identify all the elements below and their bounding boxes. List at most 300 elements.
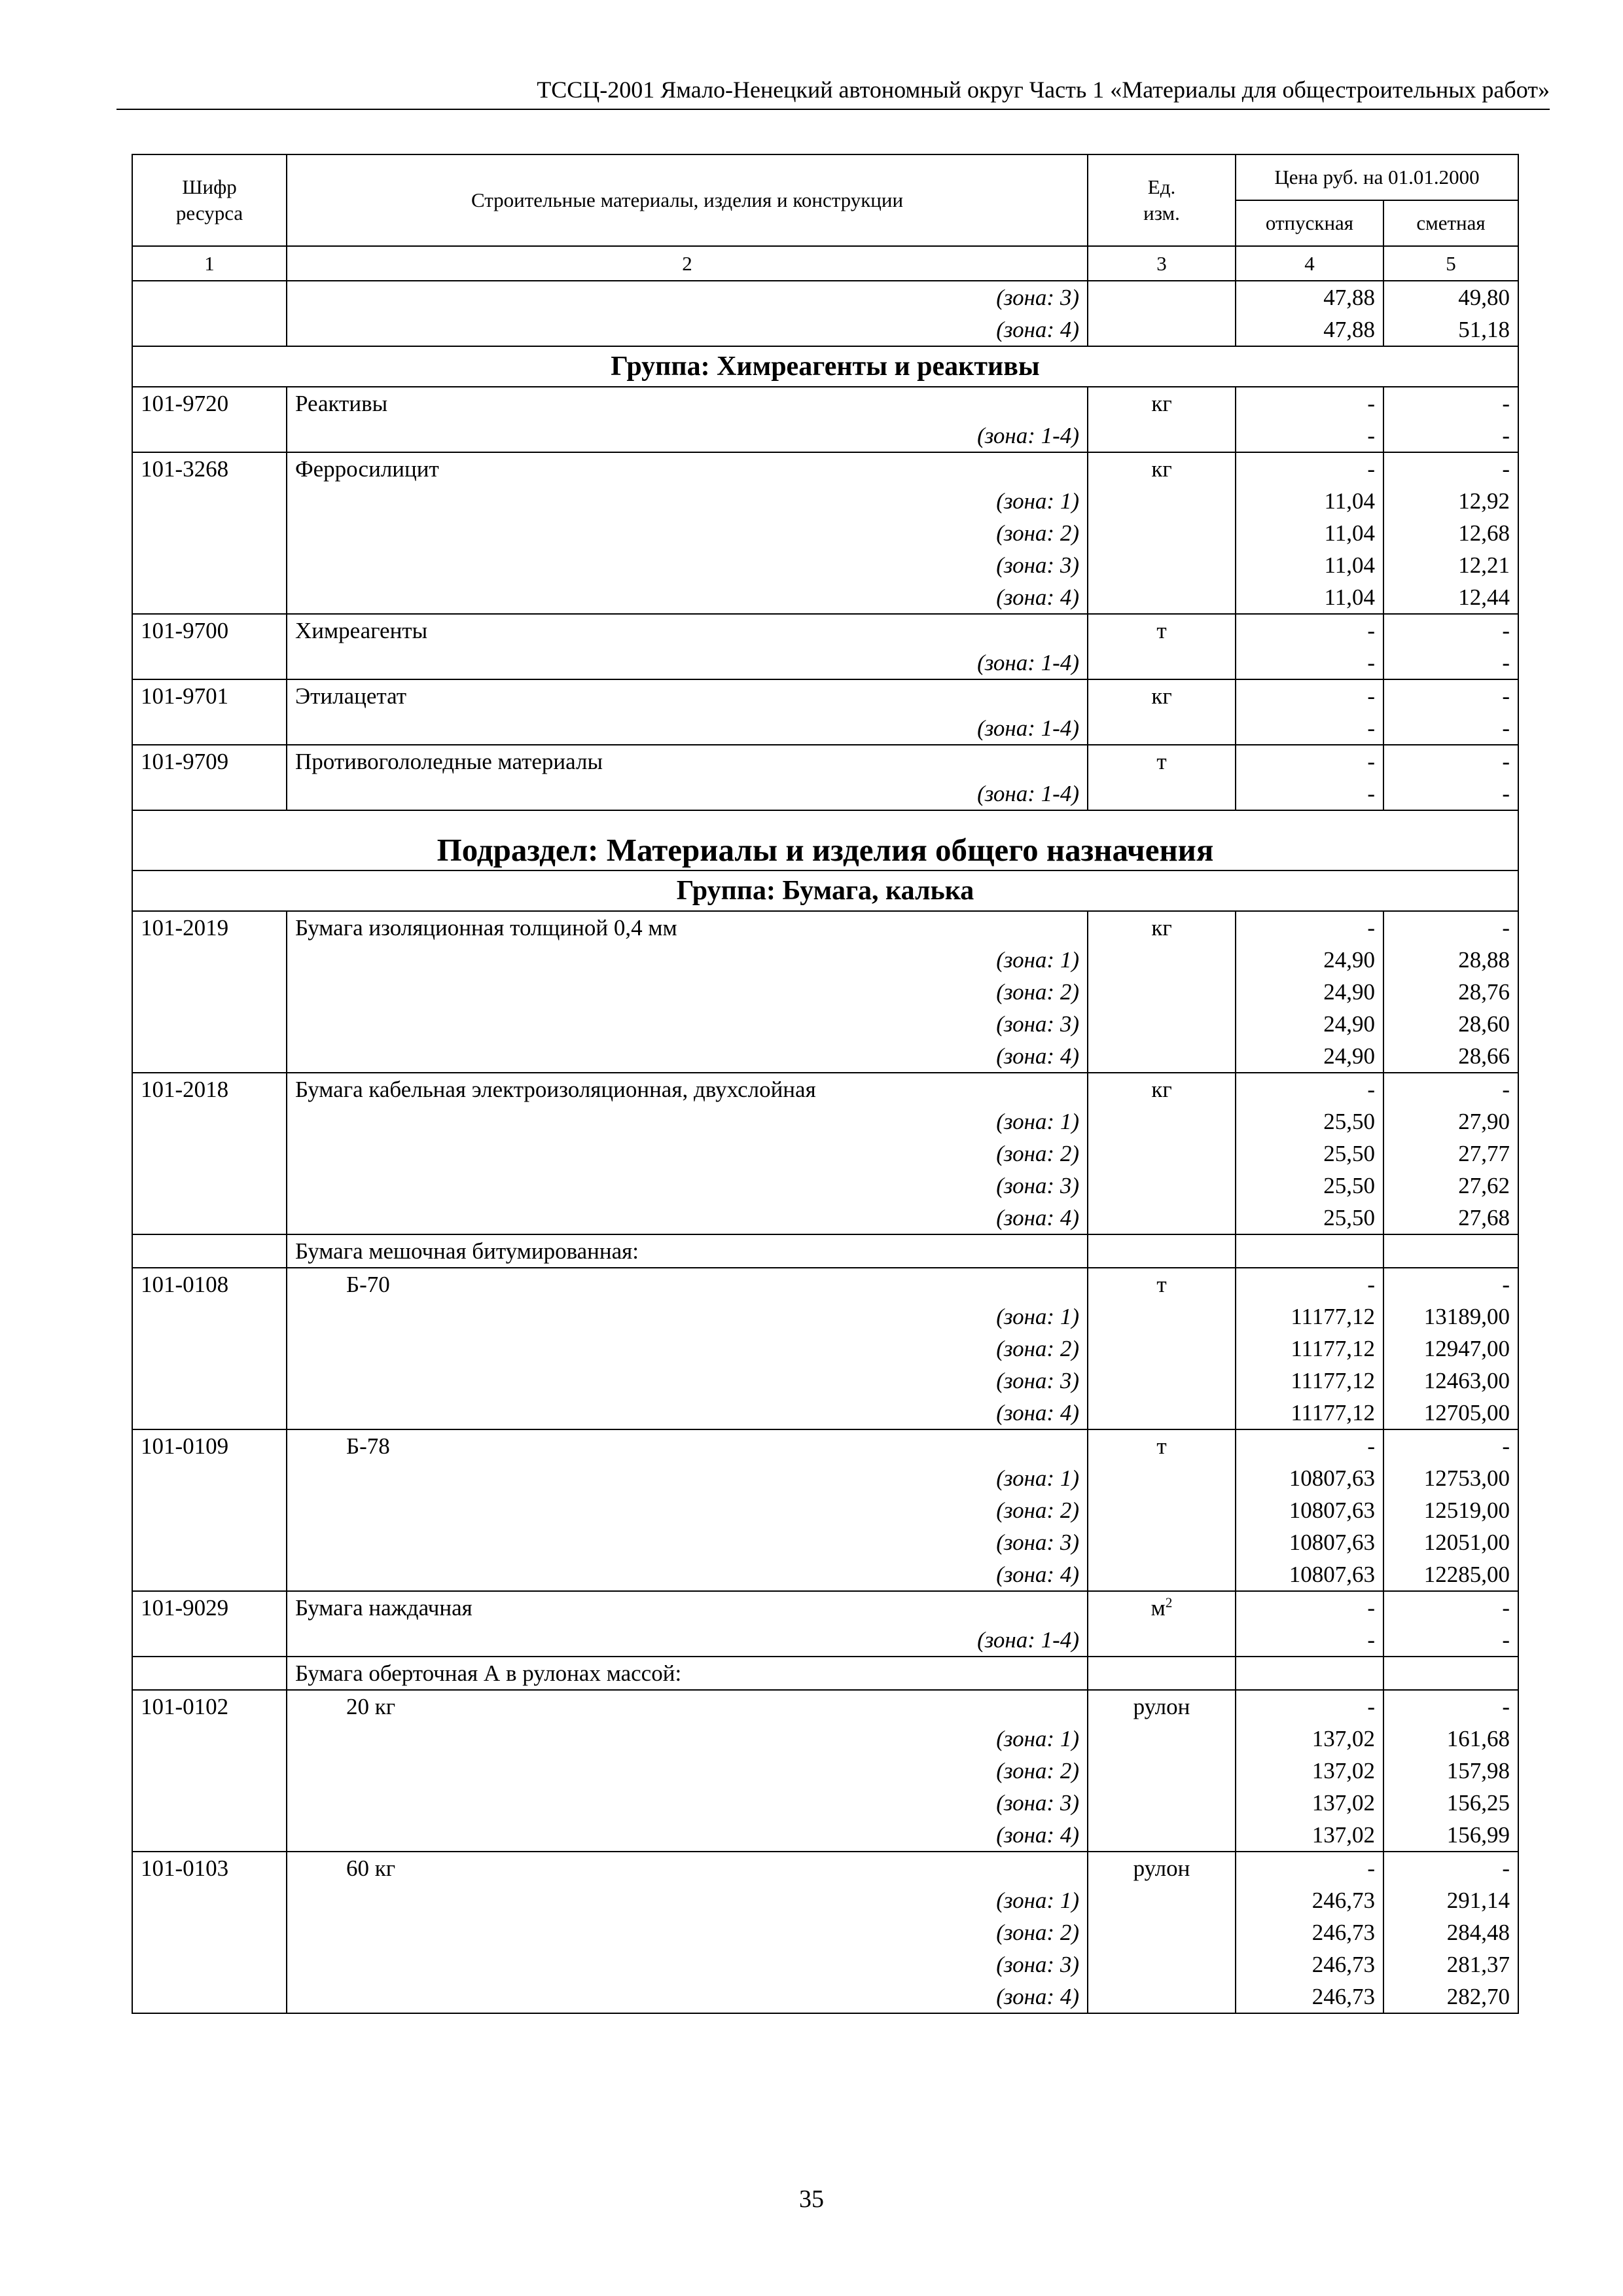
resource-code	[132, 1105, 287, 1138]
zone-price-row	[132, 1494, 1518, 1526]
release-price-text: 137,02	[1311, 1822, 1375, 1848]
unit	[1088, 1755, 1236, 1787]
estimate-price-text: -	[1502, 683, 1510, 709]
zone-label	[287, 549, 1088, 581]
estimate-price	[1383, 1591, 1518, 1624]
resource-code	[132, 1591, 287, 1624]
resource-code	[132, 387, 287, 420]
resource-code-text: 101-9701	[141, 683, 229, 709]
zone-label	[287, 1105, 1088, 1138]
estimate-price	[1383, 1526, 1518, 1558]
release-price	[1236, 1948, 1383, 1981]
subsection-heading-row	[132, 810, 1518, 870]
zone-label	[287, 1040, 1088, 1073]
estimate-price-text: 156,25	[1446, 1790, 1510, 1816]
release-price-text: 24,90	[1323, 1043, 1375, 1069]
estimate-price-text: -	[1502, 1272, 1510, 1297]
zone-label-text: (зона: 3)	[996, 552, 1079, 578]
material-name	[287, 1268, 1088, 1300]
resource-code	[132, 517, 287, 549]
estimate-price-text: 12947,00	[1423, 1336, 1510, 1361]
resource-code	[132, 1365, 287, 1397]
release-price	[1236, 1138, 1383, 1170]
zone-label	[287, 1819, 1088, 1852]
release-price	[1236, 1365, 1383, 1397]
zone-label-text: (зона: 1-4)	[977, 650, 1079, 675]
zone-label	[287, 1884, 1088, 1916]
release-price-text: 25,50	[1323, 1141, 1375, 1166]
estimate-price	[1383, 1138, 1518, 1170]
material-name-text: Противогололедные материалы	[295, 749, 603, 774]
unit	[1088, 485, 1236, 517]
unit-superscript: 2	[1165, 1594, 1173, 1611]
release-price	[1236, 712, 1383, 745]
unit	[1088, 944, 1236, 976]
release-price-text: -	[1367, 715, 1375, 741]
resource-code	[132, 1073, 287, 1105]
estimate-price	[1383, 614, 1518, 647]
table-row	[132, 452, 1518, 485]
zone-label	[287, 1462, 1088, 1494]
zone-price-row	[132, 976, 1518, 1008]
resource-code	[132, 911, 287, 944]
zone-price-row	[132, 1884, 1518, 1916]
zone-label-text: (зона: 2)	[996, 979, 1079, 1005]
price-table	[132, 154, 1519, 2014]
zone-label-text: (зона: 2)	[996, 520, 1079, 546]
material-name-text: Бумага изоляционная толщиной 0,4 мм	[295, 915, 677, 941]
estimate-price	[1383, 1624, 1518, 1657]
col-header-release	[1236, 200, 1383, 246]
release-price	[1236, 1916, 1383, 1948]
zone-label-text: (зона: 1)	[996, 1304, 1079, 1329]
page-header-title: ТССЦ-2001 Ямало-Ненецкий автономный округ Часть 1 «Материалы для общестроительных работ»	[537, 77, 1550, 103]
zone-label-text: (зона: 1-4)	[977, 715, 1079, 741]
release-price-text: 11177,12	[1291, 1400, 1375, 1426]
estimate-price	[1383, 1787, 1518, 1819]
unit	[1088, 1558, 1236, 1591]
unit	[1088, 1008, 1236, 1040]
estimate-price	[1383, 1234, 1518, 1268]
resource-code	[132, 1429, 287, 1462]
resource-code	[132, 1300, 287, 1333]
zone-price-row	[132, 549, 1518, 581]
unit	[1088, 1723, 1236, 1755]
material-name-text: Бумага наждачная	[295, 1595, 473, 1621]
release-price-text: -	[1367, 683, 1375, 709]
table-row	[132, 745, 1518, 778]
release-price-text: 137,02	[1311, 1790, 1375, 1816]
resource-code-text: 101-0109	[141, 1433, 229, 1459]
release-price-text: -	[1367, 650, 1375, 675]
release-price-text: 47,88	[1323, 317, 1375, 342]
zone-label	[287, 778, 1088, 810]
release-price-text: 10807,63	[1289, 1465, 1375, 1491]
unit-text: рулон	[1133, 1856, 1190, 1881]
estimate-price-text: 12,44	[1458, 584, 1510, 610]
unit-text: т	[1156, 618, 1167, 643]
release-price	[1236, 1981, 1383, 2013]
material-name	[287, 452, 1088, 485]
col-number: 3	[1088, 246, 1236, 281]
col-number: 1	[132, 246, 287, 281]
estimate-price-text: 284,48	[1446, 1920, 1510, 1945]
zone-label	[287, 1138, 1088, 1170]
resource-code	[132, 581, 287, 614]
release-price	[1236, 485, 1383, 517]
release-price	[1236, 452, 1383, 485]
estimate-price	[1383, 1558, 1518, 1591]
estimate-price	[1383, 517, 1518, 549]
unit	[1088, 679, 1236, 712]
page-header	[116, 73, 1550, 110]
material-name-text: Бумага мешочная битумированная:	[295, 1238, 639, 1264]
estimate-price-text: 28,76	[1458, 979, 1510, 1005]
unit	[1088, 614, 1236, 647]
release-price	[1236, 1073, 1383, 1105]
zone-price-row	[132, 1819, 1518, 1852]
estimate-price-text: 12753,00	[1423, 1465, 1510, 1491]
material-name-text: Бумага оберточная А в рулонах массой:	[295, 1660, 682, 1686]
material-name	[287, 1591, 1088, 1624]
zone-price-row	[132, 1916, 1518, 1948]
release-price	[1236, 1268, 1383, 1300]
resource-code	[132, 1462, 287, 1494]
zone-label-text: (зона: 1-4)	[977, 1627, 1079, 1653]
zone-price-row	[132, 712, 1518, 745]
release-price-text: 246,73	[1311, 1952, 1375, 1977]
zone-price-row	[132, 1202, 1518, 1234]
estimate-price-text: 161,68	[1446, 1726, 1510, 1751]
zone-price-row	[132, 281, 1518, 314]
release-price	[1236, 387, 1383, 420]
table-row	[132, 614, 1518, 647]
resource-code-text: 101-0102	[141, 1694, 229, 1719]
release-price-text: 25,50	[1323, 1173, 1375, 1198]
unit	[1088, 647, 1236, 679]
release-price	[1236, 420, 1383, 452]
release-price-text: 24,90	[1323, 947, 1375, 973]
resource-code	[132, 1008, 287, 1040]
unit	[1088, 452, 1236, 485]
zone-price-row	[132, 1105, 1518, 1138]
zone-price-row	[132, 1462, 1518, 1494]
zone-label-text: (зона: 4)	[996, 317, 1079, 342]
estimate-price	[1383, 1008, 1518, 1040]
estimate-price-text: 27,77	[1458, 1141, 1510, 1166]
unit	[1088, 549, 1236, 581]
material-name-text: 20 кг	[346, 1694, 396, 1719]
estimate-price-text: -	[1502, 749, 1510, 774]
release-price	[1236, 1884, 1383, 1916]
unit	[1088, 1981, 1236, 2013]
resource-code-text: 101-9720	[141, 391, 229, 416]
release-price	[1236, 1333, 1383, 1365]
estimate-price-text: 12,21	[1458, 552, 1510, 578]
page-number: 35	[799, 2185, 824, 2213]
col-header-code-label: Шифр ресурса	[175, 175, 243, 224]
resource-code-text: 101-9029	[141, 1595, 229, 1621]
unit	[1088, 1690, 1236, 1723]
unit	[1088, 420, 1236, 452]
resource-code	[132, 1138, 287, 1170]
release-price-text: 246,73	[1311, 1888, 1375, 1913]
resource-code	[132, 1723, 287, 1755]
resource-code	[132, 1558, 287, 1591]
table-row	[132, 1591, 1518, 1624]
release-price	[1236, 549, 1383, 581]
unit-text: кг	[1151, 915, 1172, 941]
estimate-price	[1383, 1365, 1518, 1397]
zone-price-row	[132, 944, 1518, 976]
unit	[1088, 1494, 1236, 1526]
unit-text: кг	[1151, 391, 1172, 416]
zone-label	[287, 1723, 1088, 1755]
estimate-price-text: 28,60	[1458, 1011, 1510, 1037]
zone-label-text: (зона: 3)	[996, 1790, 1079, 1816]
col-header-name	[287, 154, 1088, 246]
unit	[1088, 1526, 1236, 1558]
estimate-price-text: 28,88	[1458, 947, 1510, 973]
estimate-price	[1383, 976, 1518, 1008]
zone-label	[287, 1333, 1088, 1365]
resource-code	[132, 647, 287, 679]
zone-label	[287, 314, 1088, 346]
release-price	[1236, 1852, 1383, 1884]
subsection-heading	[132, 810, 1518, 870]
estimate-price	[1383, 1397, 1518, 1429]
zone-label-text: (зона: 2)	[996, 1758, 1079, 1784]
estimate-price	[1383, 1884, 1518, 1916]
zone-label-text: (зона: 4)	[996, 1043, 1079, 1069]
release-price	[1236, 976, 1383, 1008]
estimate-price	[1383, 1657, 1518, 1690]
estimate-price-text: 156,99	[1446, 1822, 1510, 1848]
zone-price-row	[132, 1526, 1518, 1558]
zone-price-row	[132, 1300, 1518, 1333]
estimate-price-text: 28,66	[1458, 1043, 1510, 1069]
zone-label-text: (зона: 1)	[996, 947, 1079, 973]
release-price	[1236, 1429, 1383, 1462]
material-name	[287, 1234, 1088, 1268]
table-row	[132, 679, 1518, 712]
release-price	[1236, 1755, 1383, 1787]
resource-code	[132, 1170, 287, 1202]
estimate-price	[1383, 452, 1518, 485]
zone-price-row	[132, 485, 1518, 517]
zone-label	[287, 1300, 1088, 1333]
estimate-price-text: -	[1502, 715, 1510, 741]
zone-price-row	[132, 647, 1518, 679]
release-price	[1236, 679, 1383, 712]
resource-code	[132, 1494, 287, 1526]
zone-label	[287, 517, 1088, 549]
zone-label-text: (зона: 2)	[996, 1141, 1079, 1166]
zone-label-text: (зона: 3)	[996, 1011, 1079, 1037]
resource-code	[132, 549, 287, 581]
estimate-price-text: -	[1502, 423, 1510, 448]
release-price-text: 11,04	[1324, 488, 1375, 514]
estimate-price-text: 291,14	[1446, 1888, 1510, 1913]
resource-code-text: 101-2018	[141, 1077, 229, 1102]
group-heading	[132, 346, 1518, 387]
unit	[1088, 1657, 1236, 1690]
zone-price-row	[132, 517, 1518, 549]
zone-price-row	[132, 420, 1518, 452]
zone-price-row	[132, 778, 1518, 810]
material-name-text: Б-70	[346, 1272, 390, 1297]
release-price-text: 24,90	[1323, 979, 1375, 1005]
zone-label	[287, 1558, 1088, 1591]
estimate-price-text: -	[1502, 1627, 1510, 1653]
estimate-price	[1383, 1462, 1518, 1494]
release-price	[1236, 517, 1383, 549]
estimate-price	[1383, 1300, 1518, 1333]
estimate-price	[1383, 911, 1518, 944]
material-name-text: Ферросилицит	[295, 456, 439, 482]
estimate-price-text: -	[1502, 1077, 1510, 1102]
resource-code	[132, 679, 287, 712]
resource-code	[132, 1526, 287, 1558]
col-header-estimate	[1383, 200, 1518, 246]
material-name	[287, 614, 1088, 647]
unit	[1088, 1202, 1236, 1234]
resource-code	[132, 1948, 287, 1981]
release-price	[1236, 1819, 1383, 1852]
estimate-price-text: -	[1502, 1856, 1510, 1881]
zone-label	[287, 1365, 1088, 1397]
release-price	[1236, 647, 1383, 679]
estimate-price	[1383, 647, 1518, 679]
release-price-text: -	[1367, 423, 1375, 448]
release-price	[1236, 1494, 1383, 1526]
release-price-text: 11177,12	[1291, 1368, 1375, 1393]
estimate-price-text: -	[1502, 650, 1510, 675]
column-numbers-row	[132, 246, 1518, 281]
estimate-price-text: 282,70	[1446, 1984, 1510, 2009]
zone-label-text: (зона: 3)	[996, 1368, 1079, 1393]
estimate-price	[1383, 1852, 1518, 1884]
resource-code	[132, 1884, 287, 1916]
release-price	[1236, 1397, 1383, 1429]
release-price-text: -	[1367, 1627, 1375, 1653]
resource-code	[132, 1624, 287, 1657]
unit	[1088, 1462, 1236, 1494]
col-header-code	[132, 154, 287, 246]
release-price-text: 10807,63	[1289, 1498, 1375, 1523]
zone-label	[287, 420, 1088, 452]
zone-label	[287, 1624, 1088, 1657]
zone-label	[287, 1170, 1088, 1202]
resource-code	[132, 1916, 287, 1948]
unit	[1088, 1397, 1236, 1429]
release-price	[1236, 314, 1383, 346]
unit	[1088, 1819, 1236, 1852]
estimate-price	[1383, 1333, 1518, 1365]
estimate-price	[1383, 1170, 1518, 1202]
unit	[1088, 911, 1236, 944]
unit	[1088, 745, 1236, 778]
release-price	[1236, 1723, 1383, 1755]
group-heading-row	[132, 346, 1518, 387]
release-price-text: 11,04	[1324, 552, 1375, 578]
estimate-price-text: 12,92	[1458, 488, 1510, 514]
estimate-price-text: 157,98	[1446, 1758, 1510, 1784]
zone-label	[287, 581, 1088, 614]
resource-code	[132, 1657, 287, 1690]
estimate-price-text: 27,68	[1458, 1205, 1510, 1230]
unit	[1088, 1333, 1236, 1365]
table-row	[132, 1657, 1518, 1690]
release-price-text: 24,90	[1323, 1011, 1375, 1037]
resource-code	[132, 712, 287, 745]
release-price-text: -	[1367, 618, 1375, 643]
zone-label-text: (зона: 4)	[996, 1822, 1079, 1848]
unit	[1088, 1040, 1236, 1073]
estimate-price	[1383, 745, 1518, 778]
zone-label	[287, 976, 1088, 1008]
table-body	[132, 281, 1518, 2013]
release-price-text: 47,88	[1323, 285, 1375, 310]
release-price	[1236, 1234, 1383, 1268]
material-name-text: Б-78	[346, 1433, 390, 1459]
unit	[1088, 1170, 1236, 1202]
zone-price-row	[132, 1948, 1518, 1981]
zone-price-row	[132, 581, 1518, 614]
release-price	[1236, 1300, 1383, 1333]
release-price	[1236, 944, 1383, 976]
zone-price-row	[132, 1558, 1518, 1591]
zone-price-row	[132, 1008, 1518, 1040]
material-name	[287, 387, 1088, 420]
release-price-text: -	[1367, 1856, 1375, 1881]
estimate-price-text: 12519,00	[1423, 1498, 1510, 1523]
material-name	[287, 1657, 1088, 1690]
zone-label-text: (зона: 1)	[996, 488, 1079, 514]
unit	[1088, 1787, 1236, 1819]
unit	[1088, 1852, 1236, 1884]
zone-label	[287, 1981, 1088, 2013]
release-price	[1236, 1657, 1383, 1690]
estimate-price	[1383, 485, 1518, 517]
resource-code-text: 101-9700	[141, 618, 229, 643]
release-price	[1236, 1170, 1383, 1202]
zone-label	[287, 281, 1088, 314]
estimate-price-text: 12285,00	[1423, 1562, 1510, 1587]
zone-price-row	[132, 1981, 1518, 2013]
unit-text: кг	[1151, 456, 1172, 482]
material-name	[287, 679, 1088, 712]
material-name-text: 60 кг	[346, 1856, 396, 1881]
release-price	[1236, 745, 1383, 778]
estimate-price	[1383, 712, 1518, 745]
release-price-text: 10807,63	[1289, 1562, 1375, 1587]
release-price-text: 137,02	[1311, 1726, 1375, 1751]
unit-text: т	[1156, 1272, 1167, 1297]
release-price-text: 10807,63	[1289, 1530, 1375, 1555]
release-price	[1236, 1558, 1383, 1591]
release-price-text: -	[1367, 749, 1375, 774]
release-price	[1236, 1462, 1383, 1494]
estimate-price	[1383, 1105, 1518, 1138]
col-number: 4	[1236, 246, 1383, 281]
estimate-price-text: -	[1502, 781, 1510, 806]
estimate-price	[1383, 1268, 1518, 1300]
material-name	[287, 1690, 1088, 1723]
zone-label-text: (зона: 3)	[996, 285, 1079, 310]
unit	[1088, 387, 1236, 420]
group-heading-text: Группа: Химреагенты и реактивы	[611, 351, 1040, 382]
